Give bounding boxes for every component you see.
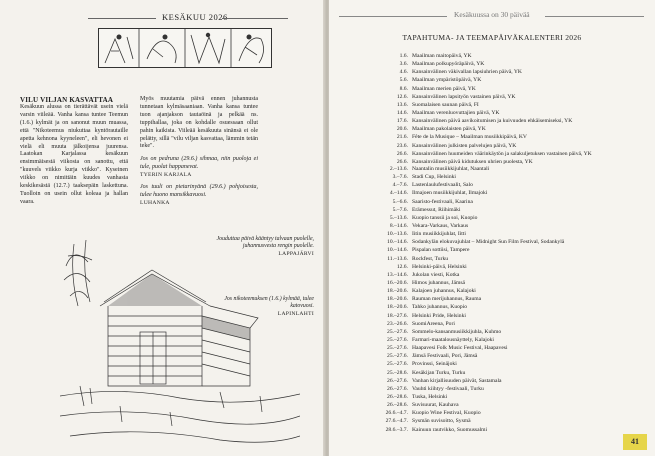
calendar-row bbox=[343, 271, 651, 279]
calendar-event-name: Kuopio tanssii ja soi, Kuopio bbox=[412, 214, 478, 221]
calendar-date: 10.–13.6. bbox=[387, 231, 408, 238]
calendar-event-name: Maailman ympäristöpäivä, YK bbox=[412, 77, 482, 84]
calendar-date: 13.–14.6. bbox=[387, 271, 408, 278]
calendar-event-name: Kansainvälinen väkivallan lapsiuhrien päivä, YK bbox=[412, 69, 522, 76]
calendar-event-name: Kansainvälinen lapsityön vastainen päivä, YK bbox=[412, 93, 516, 100]
folk-saying-3-origin: LAPPAJÄRVI bbox=[278, 250, 314, 257]
calendar-date: 26.–27.6. bbox=[387, 385, 408, 392]
calendar-row bbox=[343, 165, 651, 173]
calendar-event-name: Farmari-maatalousnäyttely, Kalajoki bbox=[412, 336, 494, 343]
calendar-event-name: Kalajoen juhannus, Kalajoki bbox=[412, 288, 476, 295]
calendar-event-name: Tuska, Helsinki bbox=[412, 393, 448, 400]
calendar-date: 23.–26.6. bbox=[387, 320, 408, 327]
calendar-date: 21.6. bbox=[396, 134, 408, 141]
calendar-date: 1.6. bbox=[399, 53, 408, 59]
calendar-date: 25.–27.6. bbox=[387, 328, 408, 335]
calendar-row bbox=[343, 328, 651, 336]
calendar-event-name: Saaristo-festivaali, Kaarina bbox=[412, 198, 473, 205]
calendar-row bbox=[343, 238, 651, 246]
calendar-event-name: Maailman verenluovuttajien päivä, YK bbox=[412, 109, 500, 116]
calendar-date: 8.6. bbox=[399, 85, 408, 92]
calendar-date: 8.–14.6. bbox=[389, 222, 408, 229]
calendar-date: 27.6.–4.7. bbox=[385, 418, 408, 425]
calendar-event-name: Haapavesi Folk Music Festival, Haapavesi bbox=[412, 345, 508, 352]
calendar-date: 4.–14.6. bbox=[389, 190, 408, 197]
calendar-date: 11.–13.6. bbox=[387, 255, 408, 262]
calendar-date: 3.6. bbox=[399, 61, 408, 68]
calendar-event-name: Pispalan sottiisi, Tampere bbox=[412, 247, 470, 254]
calendar-event-name: Jukolan viesti, Kotka bbox=[412, 271, 460, 278]
header-rule bbox=[88, 18, 156, 19]
calendar-row bbox=[343, 246, 651, 254]
calendar-event-name: Suomalaisen saunan päivä, FI bbox=[412, 101, 479, 108]
calendar-row bbox=[343, 426, 651, 434]
calendar-row bbox=[343, 60, 651, 68]
article-paragraph: Kesäkuun alussa on tierättävät usein vielä varsin viileää. Vanha kansa tuntee Teemun (1.6.) kylmät ja on sanonut muun muassa, että "Nikoteemus niukuttaa kyntörautaille apetta kehnona kyyneleen", eli hevonen ei vielä eli muuta jälkoijensa juurensa. Laatokan Karjalassa kesäkuun ensimmäisestä viikosta on sanottu, että "kuuvels viikko kurja viikko". Kyseinen viikko on nimittäin kuudes vanhasta keskikesästä (12.7.) taaksepäin laskettuna. Tuolloin on usein ollut koleaa ja hallan vaara. bbox=[20, 104, 128, 205]
calendar-event-name: Sysmän suvisoitto, Sysmä bbox=[412, 418, 471, 425]
calendar-event-name: Sodankylän elokuvajuhlat – Midnight Sun Film Festival, Sodankylä bbox=[412, 239, 565, 246]
calendar-row bbox=[343, 377, 651, 385]
calendar-date: 3.–7.6. bbox=[392, 174, 408, 181]
calendar-event-name: Stadi Cup, Helsinki bbox=[412, 174, 456, 181]
calendar-date: 5.–13.6. bbox=[389, 214, 408, 221]
calendar-date: 26.6. bbox=[396, 150, 408, 157]
calendar-event-name: Helsinki-päivä, Helsinki bbox=[412, 263, 467, 270]
calendar-row bbox=[343, 263, 651, 271]
calendar-row bbox=[343, 255, 651, 263]
woodcut-illustration bbox=[98, 28, 272, 68]
calendar-date: 5.–7.6. bbox=[392, 206, 408, 213]
calendar-event-name: Kansainvälinen huumeiden väärinkäytön ja salakuljetuksen vastainen päivä, YK bbox=[412, 150, 592, 157]
calendar-date: 18.–20.6. bbox=[387, 288, 408, 295]
calendar-event-name: Vauhti kiihtyy -festivaali, Turku bbox=[412, 385, 484, 392]
calendar-date: 25.–27.6. bbox=[387, 353, 408, 360]
calendar-date: 18.–20.6. bbox=[387, 304, 408, 311]
calendar-date: 25.–27.6. bbox=[387, 336, 408, 343]
calendar-date: 17.6. bbox=[396, 118, 408, 125]
calendar-event-name: Kansainvälinen päivä kidutuksen uhrien puolesta, YK bbox=[412, 158, 533, 165]
calendar-date: 2.–13.6. bbox=[389, 166, 408, 172]
folk-saying-4-origin: LAPINLAHTI bbox=[277, 310, 314, 317]
calendar-event-name: Kainuun rautvikko, Suomussalmi bbox=[412, 426, 488, 433]
calendar-row bbox=[343, 295, 651, 303]
calendar-date: 4.6. bbox=[399, 69, 408, 76]
calendar-row bbox=[343, 214, 651, 222]
calendar-event-name: Erämessut, Riihimäki bbox=[412, 206, 461, 213]
calendar-event-name: Vekara-Varkaus, Varkaus bbox=[412, 222, 469, 229]
right-page-header bbox=[339, 10, 644, 22]
header-rule bbox=[545, 16, 644, 17]
calendar-event-name: Ilmajoen musiikkijuhlat, Ilmajoki bbox=[412, 190, 488, 197]
calendar-date: 18.–20.6. bbox=[387, 296, 408, 303]
calendar-date: 12.6. bbox=[396, 263, 408, 270]
calendar-event-name: Maailman polkupyöräpäivä, YK bbox=[412, 61, 485, 68]
calendar-row bbox=[343, 417, 651, 425]
barn-sketch bbox=[60, 236, 300, 450]
calendar-row bbox=[343, 109, 651, 117]
calendar-row bbox=[343, 85, 651, 93]
calendar-row bbox=[343, 401, 651, 409]
calendar-row bbox=[343, 230, 651, 238]
folk-saying-1-origin: TYERIN KARJALA bbox=[140, 172, 192, 179]
calendar-date: 5.6. bbox=[399, 77, 408, 84]
calendar-date: 26.–27.6. bbox=[387, 377, 408, 384]
calendar-date: 26.–28.6. bbox=[387, 402, 408, 409]
calendar-date: 10.–14.6. bbox=[387, 239, 408, 246]
article-column-2 bbox=[140, 96, 258, 212]
calendar-row bbox=[343, 101, 651, 109]
calendar-event-name: Kansainvälinen päivä aavikoitumisen ja kuivuuden ehkäisemiseksi, YK bbox=[412, 118, 573, 125]
theme-days-list bbox=[343, 52, 651, 166]
side-quote-1 bbox=[210, 236, 314, 258]
folk-saying-3: Jouduttaa päivä kääntyy talvaan puolelle, juhannusvesta rengin puolelle. bbox=[216, 236, 314, 250]
calendar-row bbox=[343, 222, 651, 230]
calendar-row bbox=[343, 409, 651, 417]
calendar-event-name: Kuopio Wine Festival, Kuopio bbox=[412, 410, 481, 417]
calendar-date: 25.–27.6. bbox=[387, 361, 408, 368]
calendar-event-name: Himos juhannus, Jämsä bbox=[412, 279, 465, 286]
article-paragraph: Myös muutamia päivä ennen juhannusta tunnetaan kylmäsaaniaan. Vanha kansa tuntee tuon ajanjakson tautaöinä ja pelkää ns. tuppihallaa, joka on kohdalle osuessaan ollut pahin kaikista. Viileää kesäkuuta sinänsä ei ole pelätty, sillä "vilu viljan kasvattaa, lämmin tetän teke". bbox=[140, 96, 258, 150]
calendar-row bbox=[343, 68, 651, 76]
calendar-date: 4.–7.6. bbox=[392, 182, 408, 189]
calendar-event-name: Helsinki Pride, Helsinki bbox=[412, 312, 466, 319]
calendar-event-name: Maailman pakolaisten päivä, YK bbox=[412, 126, 486, 133]
calendar-event-name: Provinssi, Seinäjoki bbox=[412, 361, 457, 368]
article-column-1 bbox=[20, 104, 128, 211]
calendar-date: 25.–27.6. bbox=[387, 345, 408, 352]
folk-saying-1: Jos on pedruna (29.6.) sihmaa, niin puoloja ei tule, puolat happanevat. bbox=[140, 156, 258, 171]
calendar-date: 16.–20.6. bbox=[387, 279, 408, 286]
calendar-event-name: Tahko juhannus, Kuopio bbox=[412, 304, 468, 311]
days-in-month-heading: Kesäkuussa on 30 päivää bbox=[454, 10, 530, 19]
calendar-row bbox=[343, 189, 651, 197]
calendar-date: 13.6. bbox=[396, 101, 408, 108]
calendar-date: 23.6. bbox=[396, 142, 408, 149]
month-heading: KESÄKUU 2026 bbox=[162, 12, 228, 22]
calendar-row bbox=[343, 312, 651, 320]
calendar-event-name: Sommelo-kansanmusiikkijuhla, Kuhmo bbox=[412, 328, 502, 335]
calendar-event-name: Rauman merijuhannus, Rauma bbox=[412, 296, 482, 303]
calendar-event-name: SuomiAreena, Pori bbox=[412, 320, 455, 327]
calendar-row bbox=[343, 320, 651, 328]
folk-saying-4: Jos nikoteemuksen (1.6.) kylmää, tulee katovuosi. bbox=[224, 296, 314, 310]
side-quote-2 bbox=[206, 296, 314, 318]
calendar-date: 26.6.–4.7. bbox=[385, 410, 408, 417]
right-page bbox=[329, 0, 655, 456]
events-list bbox=[343, 165, 651, 434]
calendar-date: 10.–14.6. bbox=[387, 247, 408, 254]
calendar-date: 14.6. bbox=[396, 109, 408, 116]
calendar-event-name: Maailman maitopäivä, YK bbox=[412, 53, 472, 59]
calendar-row bbox=[343, 344, 651, 352]
calendar-date: 26.–28.6. bbox=[387, 393, 408, 400]
calendar-row bbox=[343, 198, 651, 206]
calendar-row bbox=[343, 181, 651, 189]
calendar-row bbox=[343, 385, 651, 393]
calendar-event-name: Iitin musiikkijuhlat, Iitti bbox=[412, 231, 466, 238]
calendar-row bbox=[343, 369, 651, 377]
calendar-row bbox=[343, 52, 651, 60]
calendar-event-name: Suvisuurat, Kauhava bbox=[412, 402, 459, 409]
calendar-title: TAPAHTUMA- JA TEEMAPÄIVÄKALENTERI 2026 bbox=[402, 33, 582, 42]
folk-saying-2-origin: LUHANKA bbox=[140, 199, 170, 206]
calendar-row bbox=[343, 279, 651, 287]
calendar-event-name: Jämsä Festivaali, Pori, Jämsä bbox=[412, 353, 478, 360]
calendar-event-name: Maailman merien päivä, YK bbox=[412, 85, 476, 92]
calendar-event-name: Kansainvälinen julkisten palvelujen päivä, YK bbox=[412, 142, 517, 149]
calendar-row bbox=[343, 93, 651, 101]
page-number: 41 bbox=[623, 434, 647, 450]
calendar-row bbox=[343, 133, 651, 141]
calendar-row bbox=[343, 287, 651, 295]
calendar-row bbox=[343, 117, 651, 125]
calendar-row bbox=[343, 150, 651, 158]
calendar-row bbox=[343, 125, 651, 133]
calendar-date: 5.–6.6. bbox=[392, 198, 408, 205]
calendar-event-name: Fête de la Musique – Maailman musiikkipäivä, KV bbox=[412, 134, 527, 141]
calendar-row bbox=[343, 142, 651, 150]
calendar-event-name: Naantalin musiikkijuhlat, Naantali bbox=[412, 166, 490, 172]
left-page-header bbox=[88, 12, 288, 24]
calendar-event-name: Lastenlaulufestivaalit, Salo bbox=[412, 182, 473, 189]
calendar-row bbox=[343, 173, 651, 181]
header-rule bbox=[339, 16, 447, 17]
calendar-date: 18.–27.6. bbox=[387, 312, 408, 319]
calendar-row bbox=[343, 76, 651, 84]
folk-saying-2: Jos tuuli on pietarinyänä (29.6.) pohjoisesta, tulee huono mansikkavuosi. bbox=[140, 184, 258, 198]
calendar-row bbox=[343, 336, 651, 344]
calendar-date: 12.6. bbox=[396, 93, 408, 100]
calendar-row bbox=[343, 352, 651, 360]
calendar-event-name: Rockfest, Turku bbox=[412, 255, 449, 262]
calendar-date: 26.6. bbox=[396, 158, 408, 165]
left-page bbox=[0, 0, 325, 456]
calendar-row bbox=[343, 303, 651, 311]
calendar-event-name: Vanhan kirjallisuuden päivät, Sastamala bbox=[412, 377, 502, 384]
calendar-row bbox=[343, 206, 651, 214]
calendar-date: 20.6. bbox=[396, 126, 408, 133]
calendar-date: 25.–28.6. bbox=[387, 369, 408, 376]
calendar-event-name: Kesäkijan Turku, Turku bbox=[412, 369, 466, 376]
header-rule bbox=[222, 18, 288, 19]
calendar-date: 28.6.–3.7. bbox=[385, 426, 408, 433]
article-title: VILU VILJAN KASVATTAA bbox=[20, 96, 114, 104]
calendar-row bbox=[343, 393, 651, 401]
calendar-row bbox=[343, 360, 651, 368]
